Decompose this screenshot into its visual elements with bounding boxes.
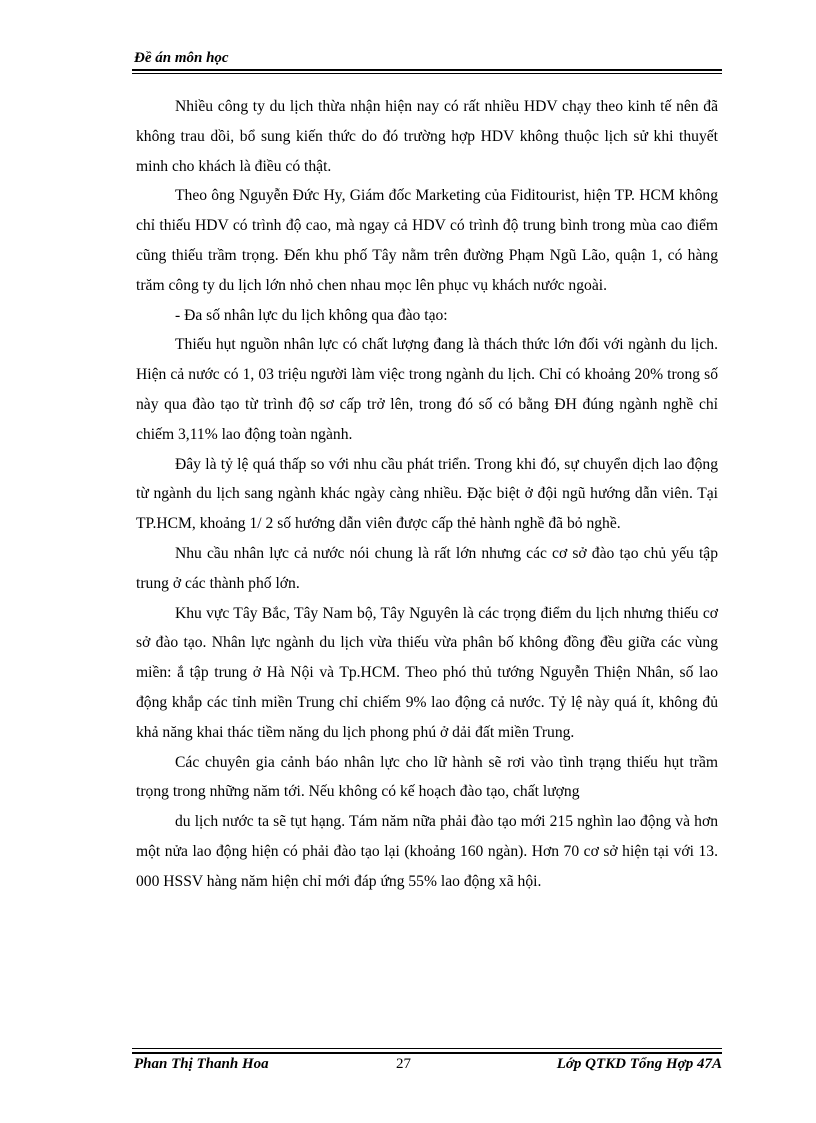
footer-rule-thick	[132, 1052, 722, 1054]
paragraph: Thiếu hụt nguồn nhân lực có chất lượng đang là thách thức lớn đối với ngành du lịch. Hiện cả nước có 1, 03 triệu người làm việc trong ngành du lịch. Chỉ có khoảng 20% trong số này qua đào tạo từ trình độ sơ cấp trở lên, trong đó số có bằng ĐH đúng ngành nghề chỉ chiếm 3,11% lao động toàn ngành.	[136, 336, 718, 443]
paragraph: du lịch nước ta sẽ tụt hạng. Tám năm nữa phải đào tạo mới 215 nghìn lao động và hơn một nửa lao động hiện có phải đào tạo lại (khoảng 160 ngàn). Hơn 70 cơ sở hiện tại với 13. 000 HSSV hàng năm hiện chỉ mới đáp ứng 55% lao động xã hội.	[136, 813, 718, 890]
paragraph: Nhu cầu nhân lực cả nước nói chung là rất lớn nhưng các cơ sở đào tạo chủ yếu tập trung ở các thành phố lớn.	[136, 544, 718, 592]
paragraph: Khu vực Tây Bắc, Tây Nam bộ, Tây Nguyên là các trọng điểm du lịch nhưng thiếu cơ sở đào tạo. Nhân lực ngành du lịch vừa thiếu vừa phân bố không đồng đều giữa các vùng miền: ắ tập trung ở Hà Nội và Tp.HCM. Theo phó thủ tướng Nguyễn Thiện Nhân, số lao động khắp các tỉnh miền Trung chỉ chiếm 9% lao động cả nước. Tỷ lệ này quá ít, không đủ khả năng khai thác tiềm năng du lịch phong phú ở dải đất miền Trung.	[136, 604, 718, 741]
document-body	[136, 92, 718, 897]
paragraph: Đây là tỷ lệ quá thấp so với nhu cầu phát triển. Trong khi đó, sự chuyển dịch lao động từ ngành du lịch sang ngành khác ngày càng nhiều. Đặc biệt ở đội ngũ hướng dẫn viên. Tại TP.HCM, khoảng 1/ 2 số hướng dẫn viên được cấp thẻ hành nghề đã bỏ nghề.	[136, 455, 718, 533]
paragraph: Nhiều công ty du lịch thừa nhận hiện nay có rất nhiều HDV chạy theo kinh tế nên đã không trau dồi, bổ sung kiến thức do đó trường hợp HDV không thuộc lịch sử khi thuyết minh cho khách là điều có thật.	[136, 98, 718, 175]
page-footer	[134, 1056, 722, 1076]
footer-rule-thin	[132, 1048, 722, 1049]
footer-author: Phan Thị Thanh Hoa	[134, 1056, 269, 1072]
paragraph: Các chuyên gia cảnh báo nhân lực cho lữ hành sẽ rơi vào tình trạng thiếu hụt trầm trọng trong những năm tới. Nếu không có kế hoạch đào tạo, chất lượng	[136, 753, 718, 801]
paragraph-bullet: - Đa số nhân lực du lịch không qua đào tạo:	[175, 306, 448, 324]
page-number: 27	[396, 1056, 411, 1072]
paragraph: Theo ông Nguyễn Đức Hy, Giám đốc Marketing của Fiditourist, hiện TP. HCM không chỉ thiếu HDV có trình độ cao, mà ngay cả HDV có trình độ trung bình trong mùa cao điểm cũng thiếu trầm trọng. Đến khu phố Tây nằm trên đường Phạm Ngũ Lão, quận 1, có hàng trăm công ty du lịch lớn nhỏ chen nhau mọc lên phục vụ khách nước ngoài.	[136, 187, 718, 294]
running-header-title: Đề án môn học	[134, 50, 229, 66]
header-rule-thick	[132, 69, 722, 71]
header-rule-thin	[132, 73, 722, 74]
footer-class-name: Lớp QTKD Tổng Hợp 47A	[556, 1056, 722, 1072]
